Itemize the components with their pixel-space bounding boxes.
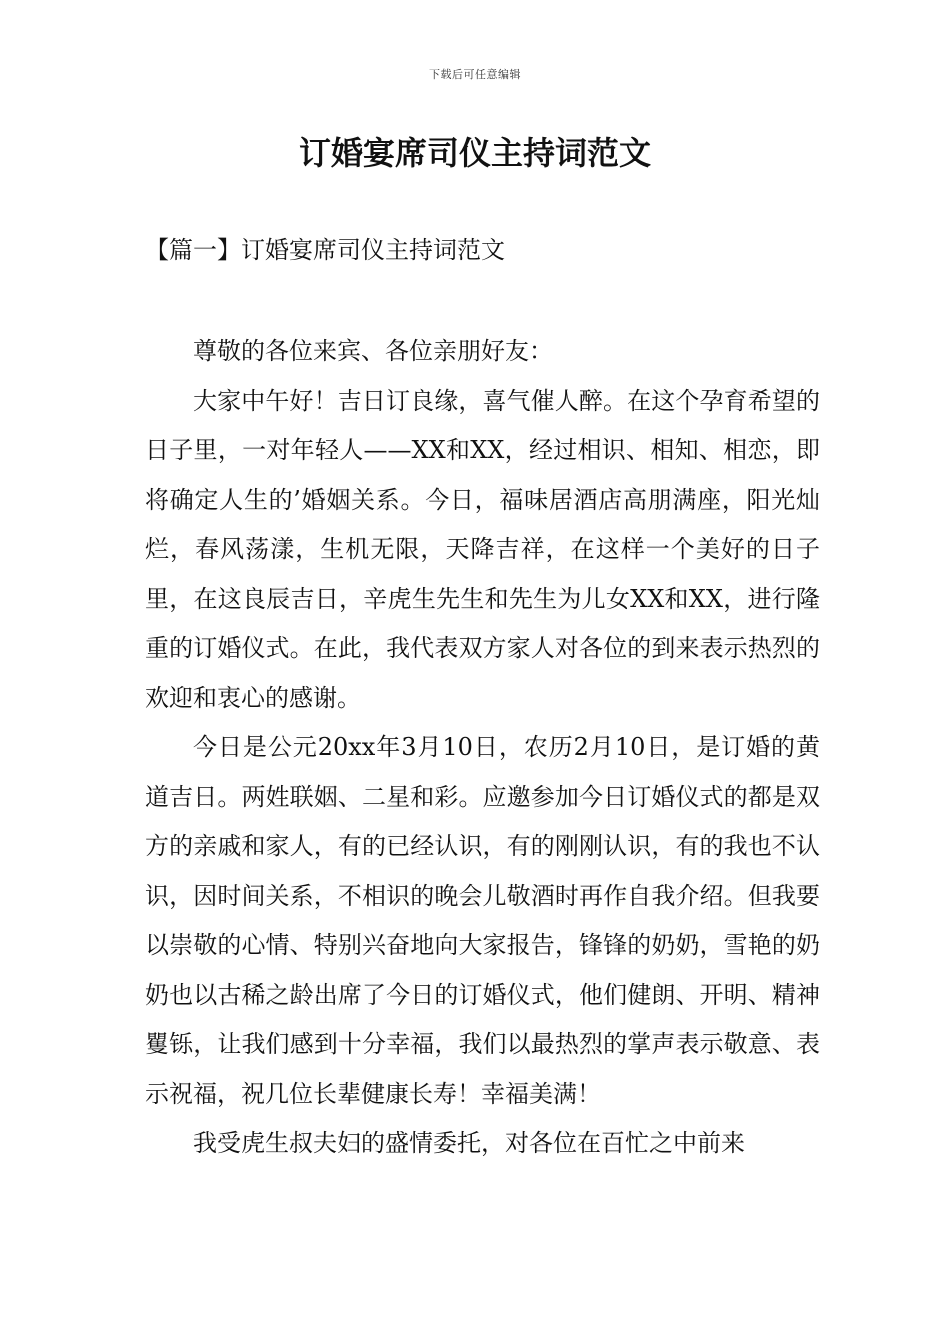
body-paragraph: 大家中午好！吉日订良缘，喜气催人醉。在这个孕育希望的日子里，一对年轻人——XX和XX，经过相识、相知、相恋，即将确定人生的’婚姻关系。今日，福味居酒店高朋满座，阳光灿烂，春风荡漾，生机无限，天降吉祥，在这样一个美好的日子里，在这良辰吉日，辛虎生先生和先生为儿女XX和XX，进行隆重的订婚仪式。在此，我代表双方家人对各位的到来表示热烈的欢迎和衷心的感谢。 [145,386,820,712]
body-paragraph: 今日是公元20xx年3月10日，农历2月10日，是订婚的黄道吉日。两姓联姻、二星和彩。应邀参加今日订婚仪式的都是双方的亲戚和家人，有的已经认识，有的刚刚认识，有的我也不认识，因时间关系，不相识的晚会儿敬酒时再作自我介绍。但我要以崇敬的心情、特别兴奋地向大家报告，锋锋的奶奶，雪艳的奶奶也以古稀之龄出席了今日的订婚仪式，他们健朗、开明、精神矍铄，让我们感到十分幸福，我们以最热烈的掌声表示敬意、表示祝福，祝几位长辈健康长寿！幸福美满！ [145,733,820,1108]
document-body [145,327,820,1169]
body-paragraph: 我受虎生叔夫妇的盛情委托，对各位在百忙之中前来 [193,1129,745,1157]
header-note: 下载后可任意编辑 [429,68,521,81]
document-title: 订婚宴席司仪主持词范文 [298,134,651,172]
salutation-paragraph: 尊敬的各位来宾、各位亲朋好友： [193,337,553,365]
section-heading: 【篇一】订婚宴席司仪主持词范文 [145,236,505,264]
